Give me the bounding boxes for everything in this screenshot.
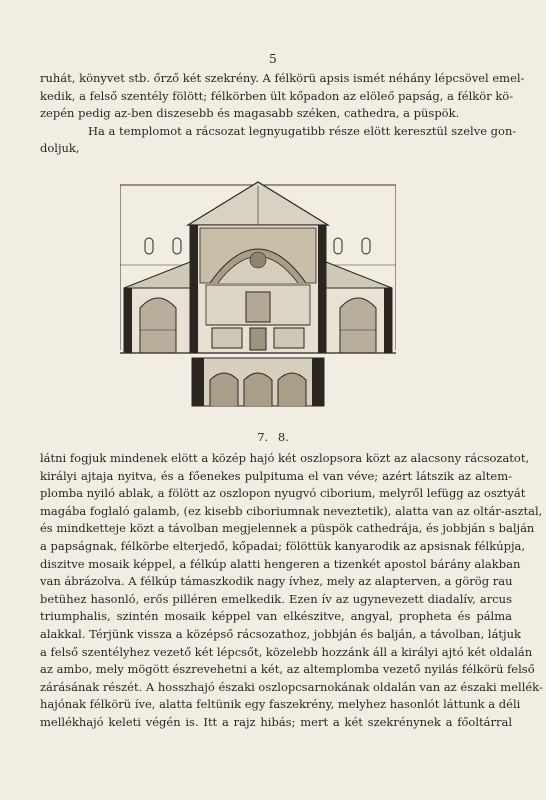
text-line: ruhát, könyvet stb. őrző két szekrény. A félkörü apsis ismét néhány lépcsövel emel- bbox=[40, 71, 525, 85]
text-line: alakkal. Térjünk vissza a középső rácsozathoz, jobbján és balján, a távolban, látjuk bbox=[40, 626, 521, 641]
text-line: triumphalis, szintén mosaik képpel van elkészitve, angyal, propheta és pálma bbox=[40, 609, 512, 624]
text-line: a felső szentélyhez vezető két lépcsőt, közelebb hozzánk áll a királyi ajtó két oldalán bbox=[40, 644, 533, 659]
basilica-cross-section-figure bbox=[120, 180, 396, 410]
text-line: kedik, a felső szentély fölött; félkörben ült kőpadon az elöleő papság, a félkör kö- bbox=[40, 88, 514, 103]
paragraph-bottom bbox=[40, 450, 543, 732]
text-line: magába foglaló galamb, (ez kisebb ciboriumnak neveztetik), alatta van az oltár-asztal, bbox=[40, 503, 543, 518]
page-number: 5 bbox=[269, 52, 277, 66]
text-line: diszitve mosaik képpel, a félkúp alatti hengeren a tizenkét apostol bárány alakban bbox=[40, 556, 521, 571]
basilica-cross-section-drawing bbox=[120, 180, 396, 410]
text-line: látni fogjuk mindenek elött a közép hajó két oszlopsora közt az alacsony rácsozatot, bbox=[40, 451, 530, 465]
figure-caption: 7. 8. bbox=[257, 430, 289, 444]
text-line: van ábrázolva. A félkúp támaszkodik nagy ívhez, mely az alapterven, a görög rau bbox=[40, 574, 513, 589]
text-line: doljuk, bbox=[40, 141, 80, 156]
text-line: zepén pedig az-ben diszesebb és magasabb széken, cathedra, a püspök. bbox=[40, 106, 460, 121]
text-line: a papságnak, félkörbe elterjedő, kőpadai; fölöttük kanyarodik az apsisnak félkúpja, bbox=[40, 538, 526, 553]
text-line: és mindketteje közt a távolban megjelennek a püspök cathedrája, és jobbján s balján bbox=[40, 521, 535, 536]
text-line: Ha a templomot a rácsozat legnyugatibb része elött keresztül szelve gon- bbox=[88, 123, 517, 138]
text-line: mellékhajó keleti végén is. Itt a rajz hibás; mert a két szekrénynek a főoltárral bbox=[40, 714, 512, 729]
text-line: hajónak félkörü íve, alatta feltünik egy faszekrény, melyhez hasonlót láttunk a déli bbox=[40, 697, 521, 712]
text-line: betühez hasonló, erős pilléren emelkedik. Ezen ív az ugynevezett diadalív, arcus bbox=[40, 591, 512, 606]
paragraph-top bbox=[40, 70, 525, 158]
text-line: zárásának részét. A hosszhajó északi oszlopcsarnokának oldalán van az északi mellék- bbox=[40, 679, 543, 694]
text-line: plomba nyiló ablak, a fölött az oszlopon nyugvó ciborium, melyről lefügg az osztyát bbox=[40, 486, 526, 501]
text-line: királyi ajtaja nyitva, és a főenekes pulpituma el van véve; azért látszik az altem- bbox=[40, 468, 512, 483]
text-line: az ambo, mely mögött észrevehetni a két, az altemplomba vezető nyilás félkörü felső bbox=[40, 662, 535, 677]
